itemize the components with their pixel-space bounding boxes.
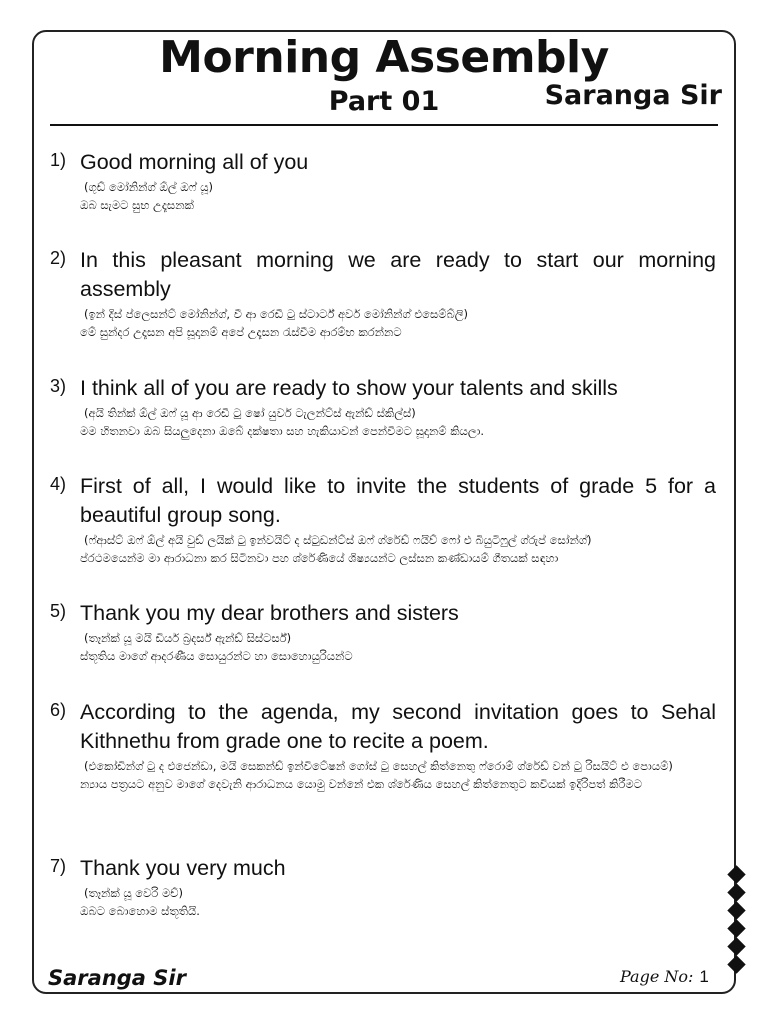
transliteration: (ගුඩ් මෝනින්ග් ඕල් ඔෆ් යූ): [84, 180, 213, 194]
sinhala-meaning: ඔබට බොහොම ස්තූතියි.: [80, 904, 200, 918]
transliteration: (තෑන්ක් යූ වෙරි මච්): [84, 886, 184, 900]
transliteration: (ඉන් දිස් ප්ලෙසන්ට් මෝනින්ග්, වී ආ රෙඩී ටු ස්ටාර්ට් අවර් මෝනින්ග් එසෙම්බ්ලි): [84, 307, 469, 321]
list-item: [50, 698, 716, 792]
item-number: 6): [50, 700, 67, 720]
item-number: 1): [50, 150, 67, 170]
header-author: Saranga Sir: [544, 80, 722, 111]
diamond-icon: [727, 883, 745, 901]
english-sentence: Thank you my dear brothers and sisters: [80, 601, 459, 625]
english-sentence: I think all of you are ready to show your talents and skills: [80, 376, 618, 400]
list-item: [50, 374, 716, 439]
item-number: 3): [50, 376, 67, 396]
part-label: Part 01: [328, 86, 440, 117]
diamond-icon: [727, 955, 745, 973]
diamond-icon: [727, 901, 745, 919]
sinhala-meaning: ඔබ සැමට සුභ උදෑසනක්: [80, 198, 194, 212]
sinhala-meaning: මම හිතනවා ඔබ සියලුදෙනා ඔබේ දක්ෂතා සහ හැකියාවන් පෙන්වීමට සූදානම් කියලා.: [80, 424, 485, 438]
transliteration: (අයි තින්ක් ඕල් ඔෆ් යූ ආ රෙඩී ටු ෂෝ යුවර් ටැලන්ට්ස් ඇන්ඩ් ස්කිල්ස්): [84, 406, 416, 420]
list-item: [50, 472, 716, 566]
transliteration: (ෆ්ආස්ට් ඔෆ් ඕල් අයි වුඩ් ලයික් ටු ඉන්වයිට් ද ස්ටුඩන්ට්ස් ඔෆ් ග්රේඩ් ෆයිව් ෆෝ එ බියුටිෆුල් ග්රුප් සෝන්ග්): [84, 533, 592, 547]
footer-author: Saranga Sir: [48, 966, 186, 990]
diamond-ornament: [725, 868, 747, 976]
english-sentence: Good morning all of you: [80, 150, 309, 174]
list-item: [50, 854, 716, 919]
page-number: 1: [699, 967, 709, 986]
transliteration: (තෑන්ක් යූ මයි ඩියර් බ්‍රදර්ස් ඇන්ඩ් සිස්ටර්ස්): [84, 631, 292, 645]
english-sentence: Thank you very much: [80, 856, 286, 880]
english-sentence: In this pleasant morning we are ready to start our morning assembly: [80, 248, 716, 301]
diamond-icon: [727, 865, 745, 883]
item-number: 4): [50, 474, 67, 494]
sinhala-meaning: ප්රථමයෙන්ම මා ආරාධනා කර සිටිනවා පහ ශ්රේණියේ ශිෂ්‍යයන්ට ලස්සන කණ්ඩායම් ගීතයක් සඳහා: [80, 551, 559, 565]
transliteration: (එකෝඩින්ග් ටු ද එජෙන්ඩා, මයි සෙකන්ඩ් ඉන්විටේෂන් ගෝස් ටු සෙහල් කිත්නෙතු ෆ්රොම් ග්රේඩ් වන් ටු රිසයිට් එ පොයම්): [84, 759, 673, 773]
page-title: Morning Assembly: [159, 32, 609, 83]
english-sentence: According to the agenda, my second invitation goes to Sehal Kithnethu from grade one to recite a poem.: [80, 700, 716, 753]
sinhala-meaning: ස්තූතිය මාගේ ආදරණීය සොයුරන්ට හා සොහොයුරියන්ට: [80, 649, 353, 663]
list-item: [50, 246, 716, 340]
item-number: 2): [50, 248, 67, 268]
page-label: Page No:: [620, 967, 694, 986]
page-number-label: [620, 964, 709, 990]
english-sentence: First of all, I would like to invite the students of grade 5 for a beautiful group song.: [80, 474, 716, 527]
list-item: [50, 599, 716, 664]
diamond-icon: [727, 937, 745, 955]
diamond-icon: [727, 919, 745, 937]
header-divider: [50, 124, 718, 126]
sinhala-meaning: මේ සුන්දර උදෑසන අපි සූදානම් අපේ උදෑසන රැස්වීම ආරම්භ කරන්නට: [80, 325, 402, 339]
item-number: 5): [50, 601, 67, 621]
item-number: 7): [50, 856, 67, 876]
list-item: [50, 148, 716, 213]
sinhala-meaning: න්‍යාය පත්‍රයට අනුව මාගේ දෙවැනි ආරාධනය යොමු වන්නේ එක ශ්රේණිය සෙහල් කිත්නෙතුට කවියක් ඉදිරිපත් කිරීමට: [80, 777, 642, 791]
